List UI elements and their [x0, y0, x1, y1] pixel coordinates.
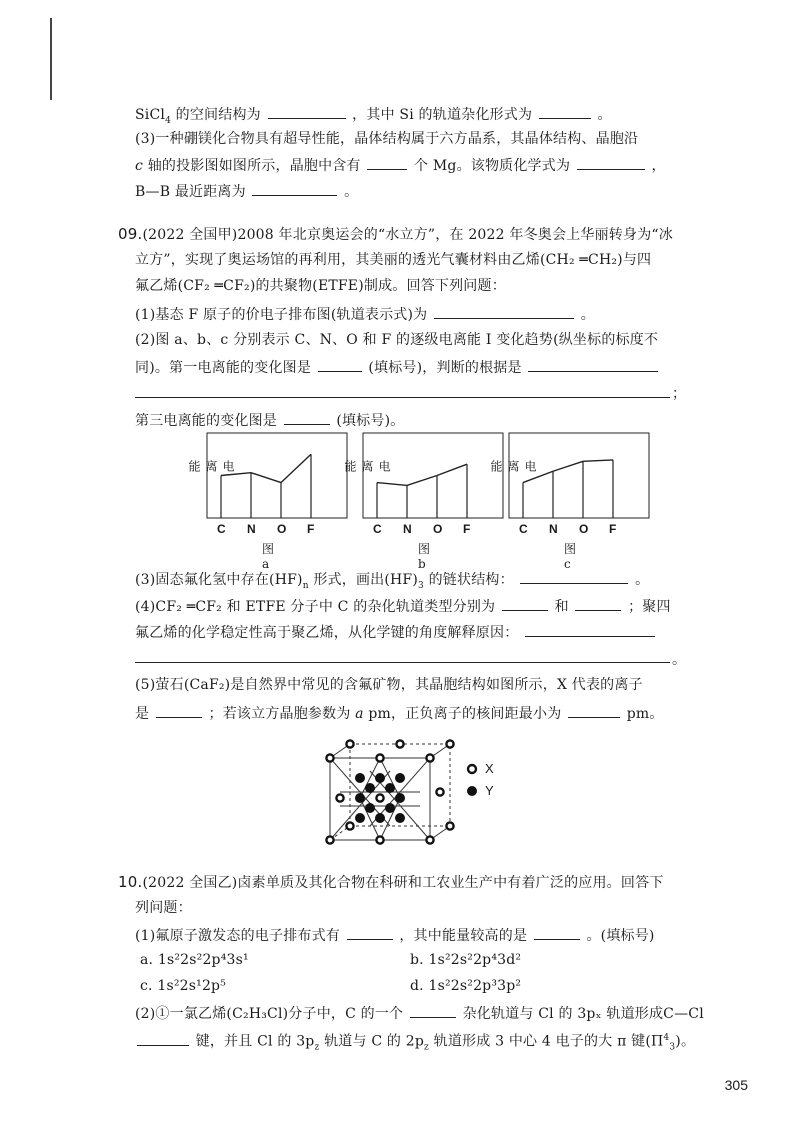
chart-tick-C: C — [519, 522, 528, 536]
page-number: 305 — [724, 1077, 748, 1093]
answer-blank[interactable] — [318, 356, 362, 372]
chart-tick-O: O — [433, 522, 443, 536]
chart-tick-N: N — [403, 522, 412, 536]
q8-part3-line1: (3)一种硼镁化合物具有超导性能，晶体结构属于六方晶系，其晶体结构、晶胞沿 — [135, 131, 639, 147]
q8-part3-line3: B—B 最近距离为 。 — [135, 180, 358, 202]
chart-caption: 图c — [564, 542, 577, 571]
q9-intro-line2: 立方”，实现了奥运场馆的再利用，其美丽的透光气囊材料由乙烯(CH₂ ═CH₂)与四 — [135, 252, 652, 268]
q9-part4-line1: (4)CF₂ ═CF₂ 和 ETFE 分子中 C 的杂化轨道类型分别为 和 ；聚四 — [135, 595, 671, 617]
answer-blank[interactable] — [410, 1002, 456, 1018]
option-c: c. 1s²2s¹2p⁵ — [140, 978, 227, 994]
chart-frame — [509, 433, 649, 518]
q9-part5-line1: (5)萤石(CaF₂)是自然界中常见的含氟矿物，其晶胞结构如图所示，X 代表的离子 — [135, 677, 643, 693]
q10-part2-line1: (2)①一氯乙烯(C₂H₃Cl)分子中，C 的一个 杂化轨道与 Cl 的 3pₓ 轨道形成C—Cl — [135, 1002, 704, 1024]
q9-part5-line2: 是 ；若该立方晶胞参数为 a pm，正负离子的核间距最小为 pm。 — [135, 702, 664, 724]
q10-intro-line2: 列问题： — [135, 900, 192, 916]
chart-series-line — [221, 454, 311, 482]
chart-frame — [363, 433, 503, 518]
page-edge-mark — [50, 18, 52, 100]
q9-part3: (3)固态氟化氢中存在$(HF)_n$ 形式，画出$(HF)_3$ 的链状结构： 。 — [135, 568, 649, 596]
answer-blank[interactable] — [520, 568, 628, 584]
chart-tick-N: N — [247, 522, 256, 536]
q9-part2-line4: 第三电离能的变化图是 (填标号)。 — [135, 409, 404, 431]
answer-blank[interactable] — [367, 154, 407, 170]
answer-blank[interactable] — [568, 702, 620, 718]
chart-ylabel: 电离能 — [343, 460, 391, 473]
answer-blank[interactable] — [434, 303, 574, 319]
chart-tick-O: O — [579, 522, 589, 536]
answer-line[interactable] — [135, 662, 670, 663]
legend-y-label: Y — [485, 783, 494, 798]
option-b: b. 1s²2s²2p⁴3d² — [410, 952, 522, 968]
chart-ylabel: 电离能 — [187, 460, 235, 473]
q9-part2-line2: 同)。第一电离能的变化图是 (填标号)，判断的根据是 — [135, 356, 660, 378]
fluorite-unit-cell-diagram — [320, 728, 470, 846]
q9-intro-line3: 氟乙烯(CF₂ ═CF₂)的共聚物(ETFE)制成。回答下列问题： — [135, 278, 506, 294]
q8-part3-line2: c 轴的投影图如图所示，晶胞中含有 个 Mg。该物质化学式为 ， — [135, 154, 666, 176]
chart-ylabel: 电离能 — [489, 460, 537, 473]
q10-part1: (1)氟原子激发态的电子排布式有 ，其中能量较高的是 。(填标号) — [135, 924, 655, 946]
question-number: 10. — [118, 873, 143, 891]
q8-line-sicl4: SiCl$_4$ 的空间结构为 ，其中 Si 的轨道杂化形式为 。 — [135, 103, 612, 131]
answer-blank[interactable] — [575, 595, 621, 611]
legend-x-label: X — [485, 761, 494, 776]
q10-intro-line1: 10.(2022 全国乙)卤素单质及其化合物在科研和工农业生产中有着广泛的应用。回答下 — [118, 873, 664, 891]
chart-tick-N: N — [549, 522, 558, 536]
chart-series-line — [377, 464, 467, 485]
option-a: a. 1s²2s²2p⁴3s¹ — [140, 952, 249, 968]
q9-part4-line2: 氟乙烯的化学稳定性高于聚乙烯，从化学键的角度解释原因： — [135, 621, 657, 643]
answer-line[interactable] — [135, 397, 670, 398]
answer-blank[interactable] — [347, 924, 393, 940]
answer-blank[interactable] — [525, 621, 655, 637]
option-d: d. 1s²2s²2p³3p² — [410, 978, 522, 994]
chart-tick-F: F — [463, 522, 471, 536]
answer-blank[interactable] — [156, 702, 202, 718]
chart-tick-C: C — [373, 522, 382, 536]
semicolon: ； — [672, 386, 687, 402]
chart-tick-F: F — [609, 522, 617, 536]
answer-blank[interactable] — [137, 1030, 189, 1046]
chart-series-line — [523, 460, 613, 483]
answer-blank[interactable] — [539, 103, 591, 119]
question-number: 09. — [118, 225, 143, 243]
q9-part1: (1)基态 F 原子的价电子排布图(轨道表示式)为 。 — [135, 303, 595, 325]
q9-part2-line1: (2)图 a、b、c 分别表示 C、N、O 和 F 的逐级电离能 I 变化趋势(纵坐标的标度不 — [135, 332, 659, 348]
chart-caption: 图a — [262, 542, 275, 571]
chart-plot — [508, 432, 650, 519]
chart-plot — [206, 432, 348, 519]
legend-y-symbol — [465, 784, 479, 798]
chart-caption: 图b — [418, 542, 431, 571]
chart-tick-O: O — [277, 522, 287, 536]
answer-blank[interactable] — [284, 409, 330, 425]
q10-part2-line2: 键，并且 Cl 的 $3p_z$ 轨道与 C 的 $2p_z$ 轨道形成 3 中心 4 电子的大 π 键$(\Pi^4_3)$。 — [135, 1028, 695, 1057]
answer-blank[interactable] — [252, 180, 337, 196]
chart-tick-C: C — [217, 522, 226, 536]
answer-blank[interactable] — [534, 924, 580, 940]
answer-blank[interactable] — [577, 154, 645, 170]
period: 。 — [672, 652, 687, 668]
answer-blank[interactable] — [502, 595, 548, 611]
chart-tick-F: F — [307, 522, 315, 536]
answer-blank[interactable] — [268, 103, 346, 119]
q9-intro-line1: 09.(2022 全国甲)2008 年北京奥运会的“水立方”，在 2022 年冬奥会上华丽转身为“冰 — [118, 225, 673, 243]
chart-plot — [362, 432, 504, 519]
answer-blank[interactable] — [528, 356, 658, 372]
legend-x-symbol — [465, 762, 479, 776]
